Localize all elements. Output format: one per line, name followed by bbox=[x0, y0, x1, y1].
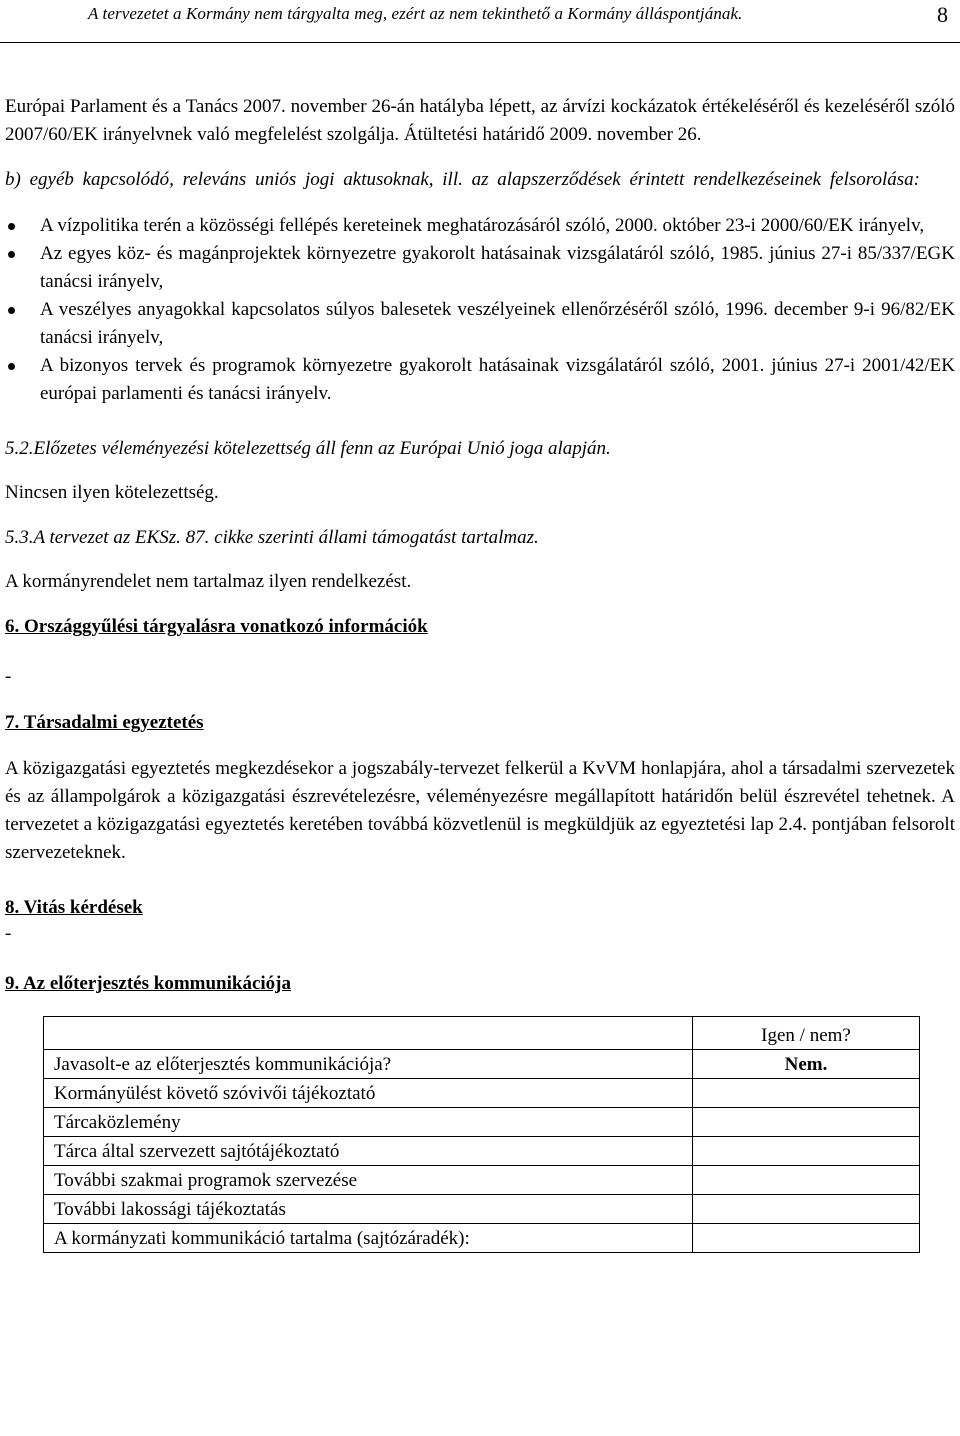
row-answer bbox=[693, 1108, 920, 1137]
row-label: További szakmai programok szervezése bbox=[44, 1166, 693, 1195]
table-row bbox=[44, 1224, 920, 1253]
row-label: Kormányülést követő szóvivői tájékoztató bbox=[44, 1079, 693, 1108]
section-5-3-heading bbox=[5, 524, 955, 552]
communication-table bbox=[43, 1016, 920, 1253]
row-answer bbox=[693, 1224, 920, 1253]
document-body bbox=[5, 93, 955, 1253]
section-8-text: - bbox=[5, 923, 12, 944]
section-5-3-text: A kormányrendelet nem tartalmaz ilyen rendelkezést. bbox=[5, 571, 412, 592]
eu-acts-list bbox=[5, 212, 955, 408]
section-5-2-heading bbox=[5, 435, 955, 463]
row-label: Tárcaközlemény bbox=[44, 1108, 693, 1137]
table-row bbox=[44, 1137, 920, 1166]
section-title: A tervezet az EKSz. 87. cikke szerinti állami támogatást tartalmaz. bbox=[33, 527, 539, 548]
row-answer bbox=[693, 1079, 920, 1108]
table-row bbox=[44, 1195, 920, 1224]
table-row bbox=[44, 1108, 920, 1137]
page-number: 8 bbox=[937, 2, 948, 27]
row-answer: Nem. bbox=[693, 1050, 920, 1079]
row-answer bbox=[693, 1166, 920, 1195]
section-b-heading: b) egyéb kapcsolódó, releváns uniós jogi aktusoknak, ill. az alapszerződések érintett rendelkezéseinek felsorolása: bbox=[5, 169, 920, 190]
table-row bbox=[44, 1050, 920, 1079]
section-8-heading: 8. Vitás kérdések bbox=[5, 897, 143, 918]
list-item: A bizonyos tervek és programok környezetre gyakorolt hatásainak vizsgálatáról szóló, 2001. június 27-i 2001/42/EK európai parlamenti és tanácsi irányelv. bbox=[5, 352, 955, 408]
row-label: A kormányzati kommunikáció tartalma (sajtózáradék): bbox=[44, 1224, 693, 1253]
list-item: Az egyes köz- és magánprojektek környezetre gyakorolt hatásainak vizsgálatáról szóló, 1985. június 27-i 85/337/EGK tanácsi irányelv, bbox=[5, 240, 955, 296]
section-number: 5.2. bbox=[5, 438, 34, 459]
row-label: Javasolt-e az előterjesztés kommunikációja? bbox=[44, 1050, 693, 1079]
row-answer bbox=[693, 1195, 920, 1224]
page-header bbox=[0, 0, 960, 43]
section-6-text: - bbox=[5, 666, 12, 687]
header-disclaimer: A tervezetet a Kormány nem tárgyalta meg, ezért az nem tekinthető a Kormány álláspontjának. bbox=[88, 4, 743, 23]
section-number: 5.3. bbox=[5, 527, 34, 548]
list-item: A veszélyes anyagokkal kapcsolatos súlyos balesetek veszélyeinek ellenőrzéséről szóló, 1996. december 9-i 96/82/EK tanácsi irányelv, bbox=[5, 296, 955, 352]
table-cell bbox=[44, 1017, 693, 1050]
intro-paragraph: Európai Parlament és a Tanács 2007. november 26-án hatályba lépett, az árvízi kockázatok értékeléséről és kezeléséről szóló 2007/60/EK irányelvnek való megfelelést szolgálja. Átültetési határidő 2009. november 26. bbox=[5, 96, 955, 145]
row-label: További lakossági tájékoztatás bbox=[44, 1195, 693, 1224]
table-header-row bbox=[44, 1017, 920, 1050]
section-7-text: A közigazgatási egyeztetés megkezdésekor a jogszabály-tervezet felkerül a KvVM honlapjára, ahol a társadalmi szervezetek és az állampolgárok a közigazgatási észrevételezésre, véleményezésre megállapított határidőn belül észrevétel tehetnek. A tervezetet a közigazgatási egyeztetés keretében továbbá közvetlenül is megküldjük az egyeztetési lap 2.4. pontjában felsorolt szervezeteknek. bbox=[5, 758, 955, 863]
section-9-heading: 9. Az előterjesztés kommunikációja bbox=[5, 973, 291, 994]
table-row bbox=[44, 1079, 920, 1108]
row-label: Tárca által szervezett sajtótájékoztató bbox=[44, 1137, 693, 1166]
section-7-heading: 7. Társadalmi egyeztetés bbox=[5, 712, 204, 733]
answer-column-header: Igen / nem? bbox=[693, 1017, 920, 1050]
section-6-heading: 6. Országgyűlési tárgyalásra vonatkozó információk bbox=[5, 616, 428, 637]
section-5-2-text: Nincsen ilyen kötelezettség. bbox=[5, 482, 219, 503]
section-title: Előzetes véleményezési kötelezettség áll fenn az Európai Unió joga alapján. bbox=[33, 438, 611, 459]
row-answer bbox=[693, 1137, 920, 1166]
list-item: A vízpolitika terén a közösségi fellépés kereteinek meghatározásáról szóló, 2000. október 23-i 2000/60/EK irányelv, bbox=[5, 212, 955, 240]
table-row bbox=[44, 1166, 920, 1195]
